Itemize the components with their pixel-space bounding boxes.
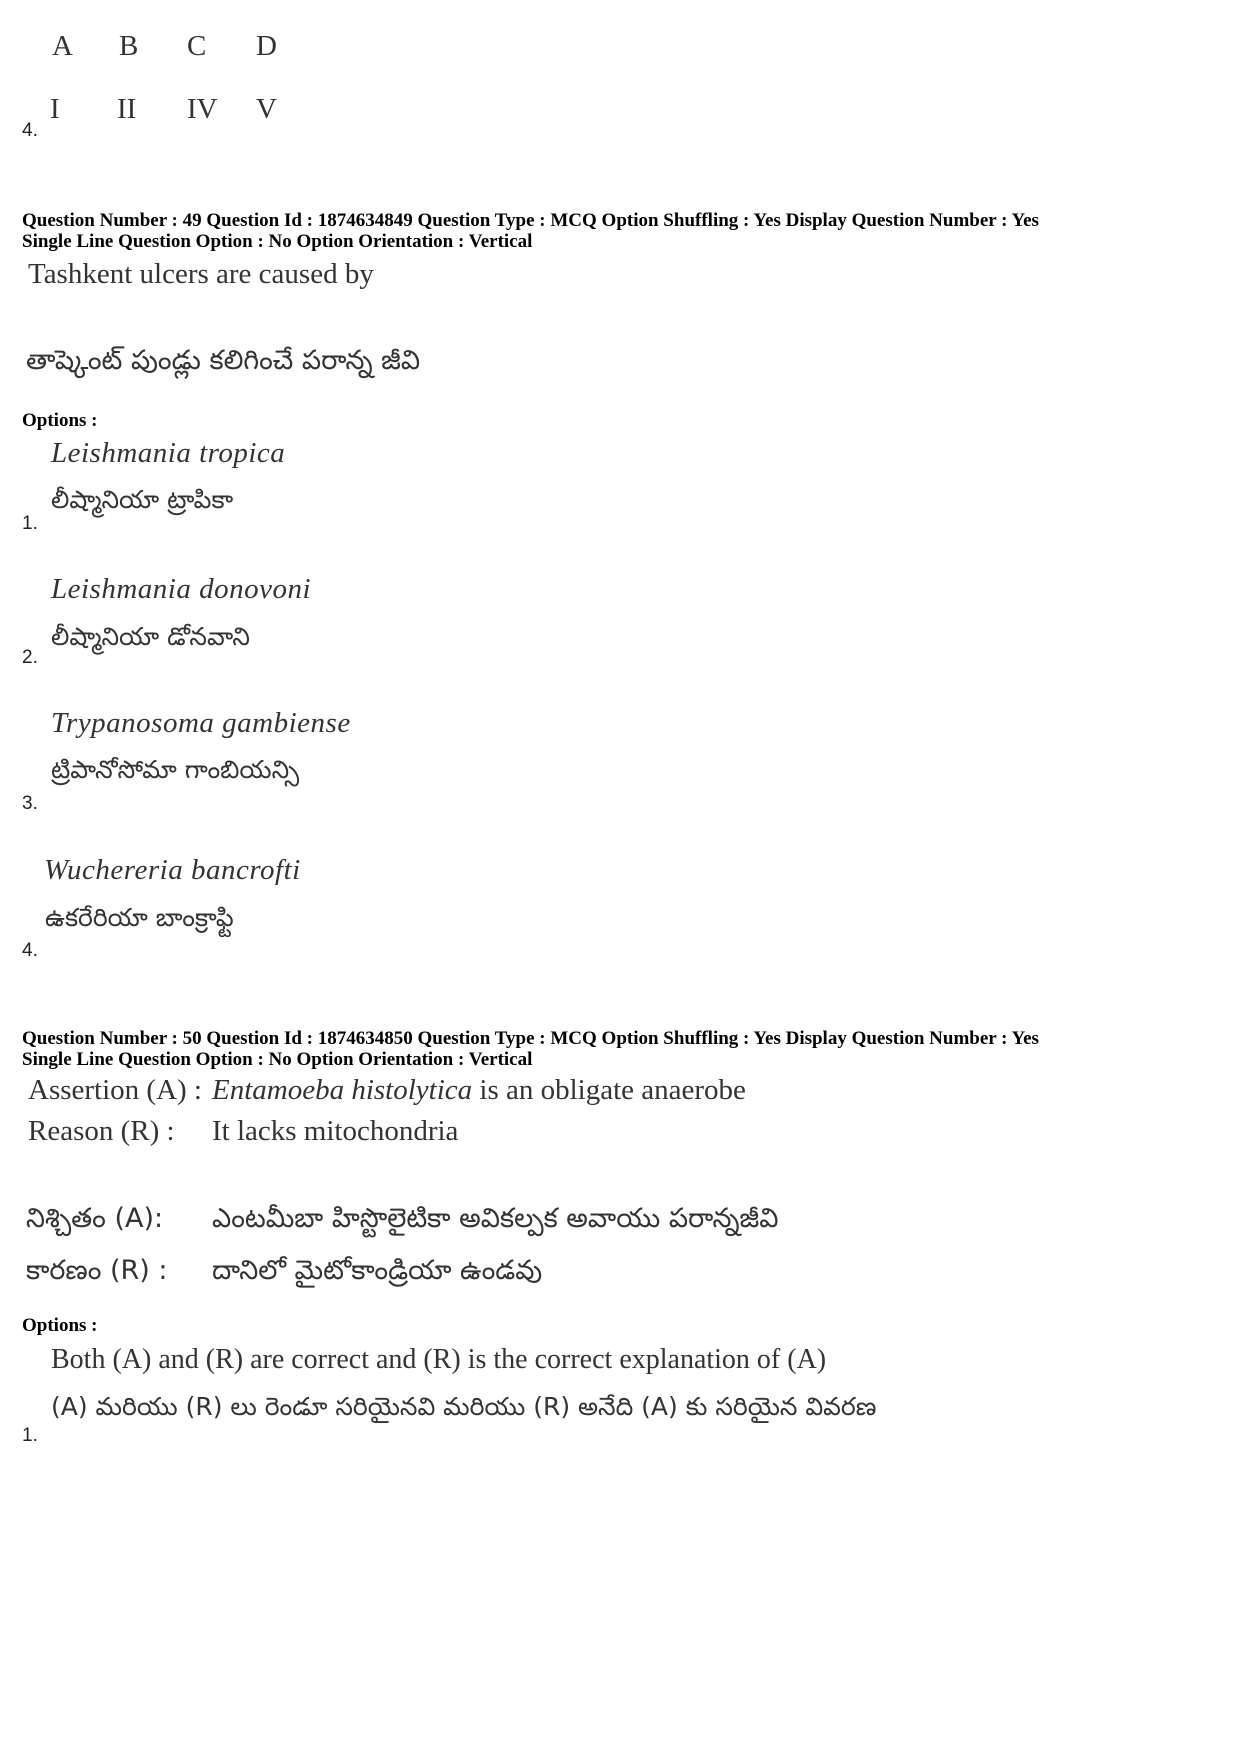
q49-meta-line-1: Question Number : 49 Question Id : 1874634849 Question Type : MCQ Option Shuffling : Yes Display Question Number : Yes <box>22 210 1039 231</box>
matrix-numeral-4: V <box>256 93 277 125</box>
q49-option-1-en: Leishmania tropica <box>51 437 286 469</box>
q50-options-label: Options : <box>22 1315 98 1336</box>
q50-meta-line-1: Question Number : 50 Question Id : 1874634850 Question Type : MCQ Option Shuffling : Yes Display Question Number : Yes <box>22 1028 1039 1049</box>
q49-meta-line-2: Single Line Question Option : No Option Orientation : Vertical <box>22 231 533 252</box>
q49-option-3-te: ట్రిపానోసోమా గాంబియన్సి <box>51 755 300 784</box>
q50-assertion-text-te: ఎంటమీబా హిస్టొలైటికా అవికల్పక అవాయు పరాన్నజీవి <box>212 1203 779 1234</box>
q50-assertion-species: Entamoeba histolytica <box>212 1074 473 1106</box>
q49-option-2-en: Leishmania donovoni <box>51 573 312 605</box>
matrix-letter-a: A <box>52 30 73 62</box>
matrix-letter-c: C <box>187 30 207 62</box>
q49-option-1-number: 1. <box>22 513 38 534</box>
matrix-letter-b: B <box>119 30 139 62</box>
q50-assertion-rest: is an obligate anaerobe <box>472 1074 746 1106</box>
q49-option-2-number: 2. <box>22 647 38 668</box>
matrix-numeral-1: I <box>50 93 60 125</box>
q49-question-te: తాష్కెంట్ పుండ్లు కలిగించే పరాన్న జీవి <box>26 345 421 376</box>
q50-assertion <box>212 1074 746 1107</box>
q50-assertion-label: Assertion (A) : <box>28 1074 202 1106</box>
matrix-numeral-2: II <box>117 93 137 125</box>
q49-option-3-en: Trypanosoma gambiense <box>51 707 351 739</box>
q49-option-3-number: 3. <box>22 793 38 814</box>
q49-option-4-en: Wuchereria bancrofti <box>44 854 301 886</box>
q50-reason-text-te: దానిలో మైటోకాండ్రియా ఉండవు <box>212 1255 543 1286</box>
q49-options-label: Options : <box>22 410 98 431</box>
q49-option-2-te: లీష్మానియా డోనవాని <box>51 622 250 651</box>
q50-option-1-te: (A) మరియు (R) లు రెండూ సరియైనవి మరియు (R) అనేది (A) కు సరియైన వివరణ <box>51 1392 877 1421</box>
q50-reason-label: Reason (R) : <box>28 1115 175 1147</box>
q49-option-1-te: లీష్మానియా ట్రాపికా <box>51 485 234 514</box>
q50-assertion-label-te: నిశ్చితం (A): <box>26 1203 164 1234</box>
q50-option-1-number: 1. <box>22 1425 38 1446</box>
q50-reason-text: It lacks mitochondria <box>212 1115 459 1147</box>
q49-option-4-te: ఉకరేరియా బాంక్రాఫ్టి <box>45 903 234 932</box>
q50-meta-line-2: Single Line Question Option : No Option Orientation : Vertical <box>22 1049 533 1070</box>
matrix-numeral-3: IV <box>187 93 218 125</box>
matrix-letter-d: D <box>256 30 277 62</box>
q50-meta <box>22 1028 1232 1070</box>
q50-option-1-en: Both (A) and (R) are correct and (R) is the correct explanation of (A) <box>51 1344 827 1375</box>
q49-meta <box>22 210 1232 252</box>
q49-option-4-number: 4. <box>22 940 38 961</box>
q50-reason-label-te: కారణం (R) : <box>26 1255 168 1286</box>
prev-option-number: 4. <box>22 120 38 141</box>
q49-question-en: Tashkent ulcers are caused by <box>28 258 374 290</box>
